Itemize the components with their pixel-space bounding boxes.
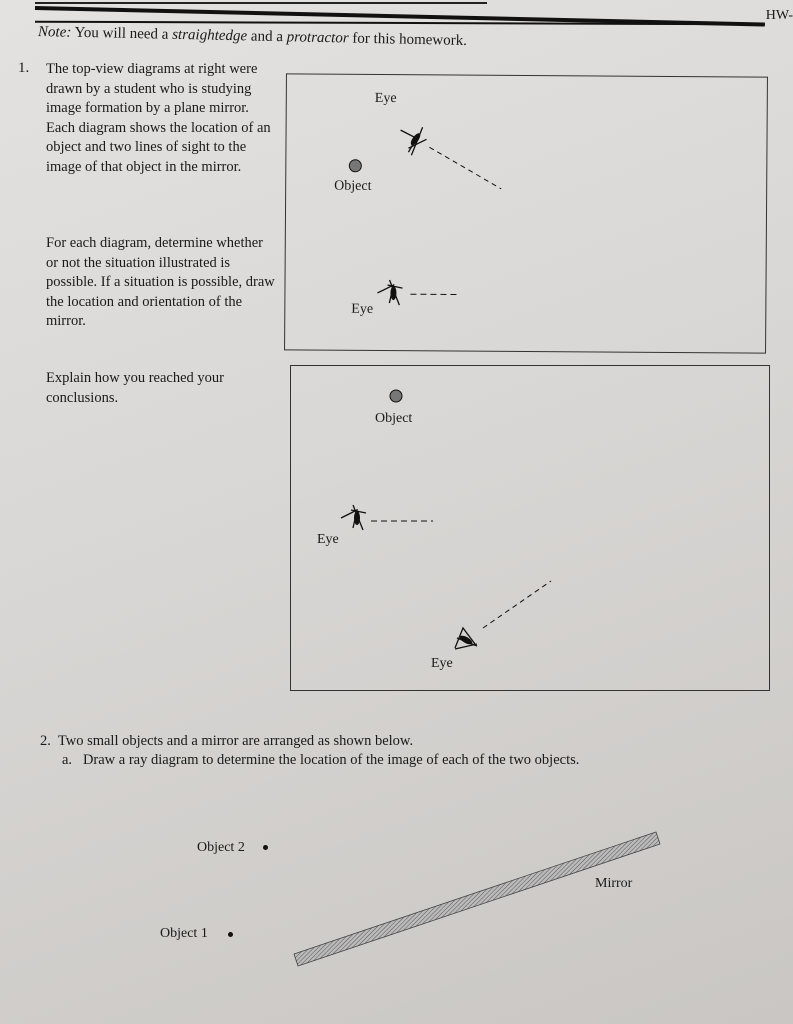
note-label: Note:: [37, 24, 72, 41]
mirror-label: Mirror: [595, 876, 633, 891]
object-1-label: Object 1: [160, 926, 208, 941]
object-dot: [349, 160, 361, 172]
note-text: for this homework.: [352, 30, 468, 49]
question-2: [40, 733, 413, 750]
object-2-label: Object 2: [197, 840, 245, 855]
eye-icon: [455, 628, 477, 649]
object-label: Object: [375, 411, 413, 426]
question-2-text: Two small objects and a mirror are arranged as shown below.: [57, 733, 414, 749]
note-text: You will need a: [74, 24, 169, 43]
eye-label: Eye: [317, 532, 339, 547]
question-2a-label: a.: [62, 752, 73, 768]
line-of-sight: [429, 147, 501, 189]
note-protractor: protractor: [286, 29, 349, 47]
eye-label: Eye: [374, 90, 397, 107]
eye-icon: [341, 505, 366, 530]
object-label: Object: [334, 178, 372, 194]
eye-icon: [400, 127, 426, 155]
object-dot: [390, 390, 402, 402]
eye-icon: [377, 280, 402, 305]
header-rule-thin: [35, 2, 487, 4]
eye-label: Eye: [431, 656, 453, 671]
note-straightedge: straightedge: [171, 26, 248, 45]
note: [38, 24, 467, 50]
question-2a: [62, 752, 579, 769]
homework-code: HW-: [765, 8, 793, 23]
question-2-number: 2.: [40, 733, 51, 749]
question-1-intro: The top-view diagrams at right were drawn by a student who is studying image formation by a plane mirror. Each diagram shows the location of an object and two lines of sight to the image of that object in the mirror.: [46, 61, 271, 175]
eye-label: Eye: [351, 301, 374, 317]
question-1-number: 1.: [18, 60, 30, 76]
mirror: [280, 820, 680, 980]
diagram-1: [284, 73, 768, 353]
object-2-dot: [263, 845, 268, 850]
note-text: and a: [250, 28, 284, 46]
question-1-instructions: For each diagram, determine whether or not the situation illustrated is possible. If a situation is possible, draw the location and orientation of the mirror.: [46, 235, 275, 329]
question-1-explain: Explain how you reached your conclusions.: [46, 370, 224, 406]
line-of-sight: [483, 581, 551, 628]
diagram-2-drawing: [291, 366, 769, 690]
object-1-dot: [228, 932, 233, 937]
diagram-2: [290, 365, 770, 691]
question-2a-text: Draw a ray diagram to determine the location of the image of each of the two objects.: [82, 752, 580, 768]
